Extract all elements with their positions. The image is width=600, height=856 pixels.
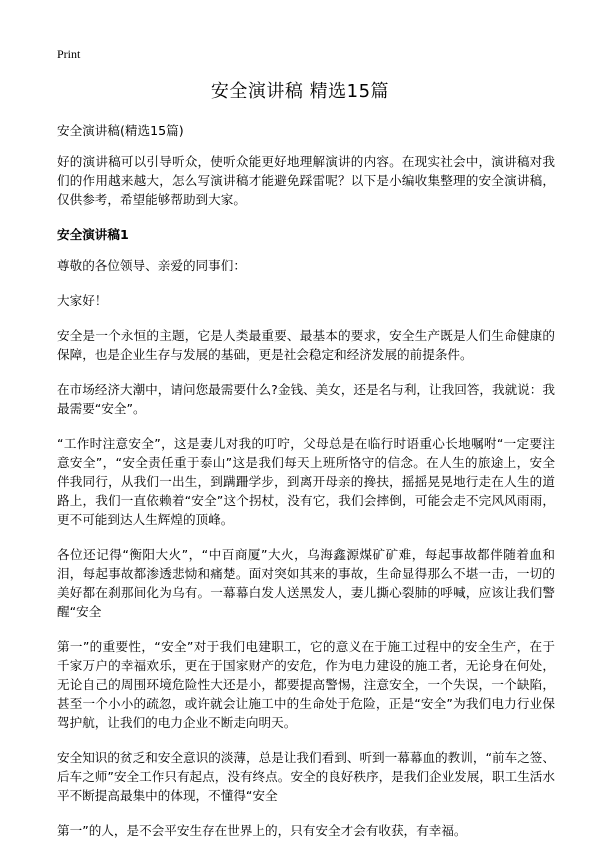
body-paragraph: 在市场经济大潮中，请问您最需要什么?金钱、美女，还是名与利，让我回答，我就说：我最需要“安全”。 — [57, 382, 555, 416]
document-body — [57, 121, 555, 856]
section-heading: 安全演讲稿1 — [57, 227, 129, 242]
intro-paragraph: 好的演讲稿可以引导听众，使听众能更好地理解演讲的内容。在现实社会中，演讲稿对我们的作用越来越大，怎么写演讲稿才能避免踩雷呢？以下是小编收集整理的安全演讲稿，仅供参考，希望能够帮助到大家。 — [57, 154, 555, 207]
body-paragraph: 各位还记得“衡阳大火”，“中百商厦”大火，乌海鑫源煤矿矿难，每起事故都伴随着血和泪，每起事故都渗透悲恸和痛楚。面对突如其来的事故，生命显得那么不堪一击，一切的美好都在刹那间化为乌有。一幕幕白发人送黑发人，妻儿撕心裂肺的呼喊，应该让我们警醒“安全 — [57, 547, 555, 619]
body-paragraph: “工作时注意安全”，这是妻儿对我的叮咛，父母总是在临行时语重心长地嘱咐“一定要注意安全”，“安全责任重于泰山”这是我们每天上班所恪守的信念。在人生的旅途上，安全伴我同行，从我们一出生，到蹒跚学步，到离开母亲的搀扶，摇摇晃晃地行走在人生的道路上，我们一直依赖着“安全”这个拐杖，没有它，我们会摔倒，可能会走不完风风雨雨，更不可能到达人生辉煌的顶峰。 — [57, 436, 555, 527]
body-paragraph: 安全是一个永恒的主题，它是人类最重要、最基本的要求，安全生产既是人们生命健康的保障，也是企业生存与发展的基础，更是社会稳定和经济发展的前提条件。 — [57, 328, 555, 362]
body-paragraph: 第一”的重要性，“安全”对于我们电建职工，它的意义在于施工过程中的安全生产，在于千家万户的幸福欢乐，更在于国家财产的安危，作为电力建设的施工者，无论身在何处，无论自己的周围环境危险性大还是小，都要提高警惕，注意安全，一个失误，一个缺陷，甚至一个小小的疏忽，或许就会让施工中的生命处于危险，正是“安全”为我们电力行业保驾护航，让我们的电力企业不断走向明天。 — [57, 639, 555, 730]
body-paragraph: 第一”的人，是不会平安生存在世界上的，只有安全才会有收获，有幸福。 — [57, 823, 467, 838]
greeting-line: 尊敬的各位领导、亲爱的同事们： — [57, 258, 246, 273]
page-title: 安全演讲稿 精选15篇 — [210, 81, 390, 102]
document-subtitle: 安全演讲稿(精选15篇) — [57, 123, 184, 138]
print-link[interactable]: Print — [57, 47, 81, 61]
hello-line: 大家好！ — [57, 293, 108, 308]
body-paragraph: 安全知识的贫乏和安全意识的淡薄，总是让我们看到、听到一幕幕血的教训，“前车之签、后车之师”安全工作只有起点，没有终点。安全的良好秩序，是我们企业发展，职工生活水平不断提高最集中的体现，不懂得“安全 — [57, 750, 555, 803]
